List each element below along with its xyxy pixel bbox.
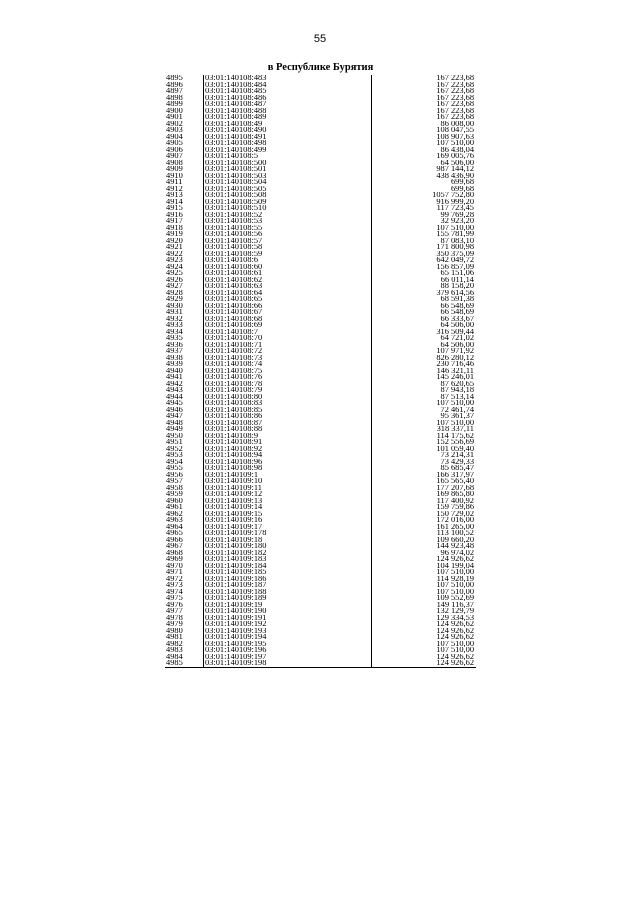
cadastral-number-cell: 03:01:140109:195	[204, 641, 372, 648]
cadastral-number-cell: 03:01:140108:484	[204, 82, 372, 89]
cadastral-value-cell: 124 926,62	[372, 634, 477, 641]
cadastral-number-cell: 03:01:140108:486	[204, 95, 372, 102]
cadastral-value-cell: 132 129,79	[372, 608, 477, 615]
cadastral-number-cell: 03:01:140108:59	[204, 251, 372, 258]
cadastral-value-cell: 146 321,11	[372, 368, 477, 375]
row-number-cell: 4945	[166, 400, 183, 407]
cadastral-value-cell: 167 223,68	[372, 114, 477, 121]
row-number-cell: 4931	[166, 309, 183, 316]
cadastral-number-cell: 03:01:140109:194	[204, 634, 372, 641]
row-number-cell: 4952	[166, 445, 183, 452]
cadastral-number-cell: 03:01:140108:483	[204, 75, 372, 82]
cadastral-number-cell: 03:01:140108:80	[204, 394, 372, 401]
cadastral-number-cell: 03:01:140109:188	[204, 589, 372, 596]
cadastral-number-cell: 03:01:140109:182	[204, 550, 372, 557]
cadastral-number-cell: 03:01:140109:178	[204, 530, 372, 537]
cadastral-value-cell: 438 436,90	[372, 173, 477, 180]
cadastral-value-cell: 149 116,37	[372, 602, 477, 609]
cadastral-value-cell: 108 907,63	[372, 134, 477, 141]
cadastral-value-cell: 87 513,14	[372, 394, 477, 401]
row-number-cell: 4932	[166, 315, 183, 322]
cadastral-value-cell: 107 510,00	[372, 140, 477, 147]
cadastral-number-cell: 03:01:140108:6	[204, 257, 372, 264]
cadastral-number-cell: 03:01:140108:96	[204, 459, 372, 466]
cadastral-value-cell: 73 214,31	[372, 452, 477, 459]
cadastral-value-cell: 87 083,10	[372, 238, 477, 245]
table-row	[165, 660, 476, 667]
cadastral-value-cell: 144 923,48	[372, 543, 477, 550]
row-number-cell: 4949	[166, 426, 183, 433]
cadastral-value-cell: 65 151,06	[372, 270, 477, 277]
row-number-cell: 4956	[166, 471, 183, 478]
table-body	[165, 75, 476, 667]
cadastral-number-cell: 03:01:140108:91	[204, 439, 372, 446]
cadastral-value-table	[165, 75, 476, 668]
cadastral-number-cell: 03:01:140109:16	[204, 517, 372, 524]
cadastral-number-cell: 03:01:140108:503	[204, 173, 372, 180]
cadastral-value-cell: 124 926,62	[372, 660, 477, 667]
cadastral-number-cell: 03:01:140108:73	[204, 355, 372, 362]
cadastral-value-cell: 117 723,45	[372, 205, 477, 212]
row-number-cell: 4905	[166, 140, 183, 147]
row-number-cell: 4978	[166, 614, 183, 621]
row-number-cell: 4953	[166, 452, 183, 459]
cadastral-value-cell: 95 361,37	[372, 413, 477, 420]
row-number-cell: 4917	[166, 218, 183, 225]
cadastral-value-cell: 318 337,11	[372, 426, 477, 433]
table-caption: в Республике Бурятия	[267, 62, 374, 73]
cadastral-number-cell: 03:01:140109:17	[204, 524, 372, 531]
cadastral-value-cell: 916 999,20	[372, 199, 477, 206]
row-number-cell: 4939	[166, 361, 183, 368]
row-number-cell: 4979	[166, 621, 183, 628]
row-number-cell: 4943	[166, 387, 183, 394]
cadastral-number-cell: 03:01:140109:192	[204, 621, 372, 628]
cadastral-number-cell: 03:01:140108:488	[204, 108, 372, 115]
cadastral-number-cell: 03:01:140108:52	[204, 212, 372, 219]
row-number-cell: 4912	[166, 185, 183, 192]
cadastral-value-cell: 87 943,18	[372, 387, 477, 394]
cadastral-value-cell: 230 716,46	[372, 361, 477, 368]
cadastral-number-cell: 03:01:140109:15	[204, 511, 372, 518]
cadastral-number-cell: 03:01:140109:189	[204, 595, 372, 602]
cadastral-value-cell: 124 926,62	[372, 628, 477, 635]
cadastral-value-cell: 66 333,67	[372, 316, 477, 323]
cadastral-number-cell: 03:01:140108:75	[204, 368, 372, 375]
cadastral-value-cell: 1057 752,80	[372, 192, 477, 199]
cadastral-value-cell: 107 971,92	[372, 348, 477, 355]
row-number-cell: 4926	[166, 276, 183, 283]
cadastral-value-cell: 826 280,12	[372, 355, 477, 362]
row-number-cell: 4960	[166, 497, 183, 504]
cadastral-value-cell: 96 974,02	[372, 550, 477, 557]
cadastral-value-cell: 161 265,00	[372, 524, 477, 531]
row-number-cell: 4903	[166, 127, 183, 134]
cadastral-number-cell: 03:01:140108:70	[204, 335, 372, 342]
cadastral-value-cell: 108 047,55	[372, 127, 477, 134]
cadastral-value-cell: 379 614,56	[372, 290, 477, 297]
row-number-cell: 4920	[166, 237, 183, 244]
row-number-cell: 4950	[166, 432, 183, 439]
row-number-cell: 4906	[166, 146, 183, 153]
row-number-cell: 4959	[166, 491, 183, 498]
cadastral-number-cell: 03:01:140108:498	[204, 140, 372, 147]
cadastral-number-cell: 03:01:140109:185	[204, 569, 372, 576]
cadastral-number-cell: 03:01:140109:10	[204, 478, 372, 485]
cadastral-value-cell: 64 506,00	[372, 322, 477, 329]
row-number-cell: 4915	[166, 205, 183, 212]
row-number-cell: 4911	[166, 179, 183, 186]
cadastral-number-cell: 03:01:140109:187	[204, 582, 372, 589]
cadastral-value-cell: 156 857,09	[372, 264, 477, 271]
row-number-cell: 4914	[166, 198, 183, 205]
cadastral-number-cell: 03:01:140108:508	[204, 192, 372, 199]
cadastral-number-cell: 03:01:140108:491	[204, 134, 372, 141]
row-number-cell: 4916	[166, 211, 183, 218]
cadastral-value-cell: 107 510,00	[372, 569, 477, 576]
cadastral-number-cell: 03:01:140108:485	[204, 88, 372, 95]
row-number-cell: 4937	[166, 348, 183, 355]
row-number-cell: 4913	[166, 192, 183, 199]
cadastral-number-cell: 03:01:140108:64	[204, 290, 372, 297]
cadastral-value-cell: 177 207,68	[372, 485, 477, 492]
cadastral-number-cell: 03:01:140109:18	[204, 537, 372, 544]
cadastral-number-cell: 03:01:140109:198	[204, 660, 372, 667]
cadastral-value-cell: 129 334,53	[372, 615, 477, 622]
cadastral-number-cell: 03:01:140108:57	[204, 238, 372, 245]
row-number-cell: 4928	[166, 289, 183, 296]
cadastral-value-cell: 145 246,01	[372, 374, 477, 381]
cadastral-value-cell: 169 005,76	[372, 153, 477, 160]
row-number-cell: 4983	[166, 647, 183, 654]
row-number-cell: 4919	[166, 231, 183, 238]
cadastral-number-cell: 03:01:140109:186	[204, 576, 372, 583]
cadastral-value-cell: 167 223,68	[372, 75, 477, 82]
row-number-cell: 4897	[166, 88, 183, 95]
page-number: 55	[313, 33, 327, 45]
row-number-cell: 4942	[166, 380, 183, 387]
cadastral-number-cell: 03:01:140108:53	[204, 218, 372, 225]
cadastral-value-cell: 32 923,20	[372, 218, 477, 225]
cadastral-value-cell: 64 721,02	[372, 335, 477, 342]
row-number-cell: 4977	[166, 608, 183, 615]
cadastral-number-cell: 03:01:140108:49	[204, 121, 372, 128]
cadastral-number-cell: 03:01:140108:74	[204, 361, 372, 368]
cadastral-value-cell: 109 552,69	[372, 595, 477, 602]
cadastral-value-cell: 64 506,00	[372, 160, 477, 167]
cadastral-number-cell: 03:01:140108:86	[204, 413, 372, 420]
cadastral-number-cell: 03:01:140109:193	[204, 628, 372, 635]
row-number-cell: 4929	[166, 296, 183, 303]
cadastral-number-cell: 03:01:140109:19	[204, 602, 372, 609]
row-number-cell: 4934	[166, 328, 183, 335]
row-number-cell: 4933	[166, 322, 183, 329]
cadastral-value-cell: 124 926,62	[372, 654, 477, 661]
cadastral-value-cell: 72 461,74	[372, 407, 477, 414]
cadastral-value-cell: 87 620,65	[372, 381, 477, 388]
row-number-cell: 4947	[166, 413, 183, 420]
row-number-cell: 4968	[166, 549, 183, 556]
cadastral-number-cell: 03:01:140108:65	[204, 296, 372, 303]
cadastral-value-cell: 107 510,00	[372, 420, 477, 427]
row-number-cell: 4927	[166, 283, 183, 290]
cadastral-number-cell: 03:01:140108:510	[204, 205, 372, 212]
cadastral-value-cell: 68 591,38	[372, 296, 477, 303]
row-number-cell: 4944	[166, 393, 183, 400]
cadastral-value-cell: 169 865,80	[372, 491, 477, 498]
cadastral-value-cell: 114 175,62	[372, 433, 477, 440]
cadastral-value-cell: 699,68	[372, 186, 477, 193]
cadastral-number-cell: 03:01:140108:88	[204, 426, 372, 433]
cadastral-number-cell: 03:01:140108:504	[204, 179, 372, 186]
row-number-cell: 4895	[166, 75, 183, 82]
row-number-cell: 4940	[166, 367, 183, 374]
cadastral-value-cell: 107 510,00	[372, 589, 477, 596]
cadastral-number-cell: 03:01:140108:62	[204, 277, 372, 284]
cadastral-number-cell: 03:01:140109:14	[204, 504, 372, 511]
cadastral-value-cell: 316 509,44	[372, 329, 477, 336]
cadastral-value-cell: 99 769,28	[372, 212, 477, 219]
cadastral-number-cell: 03:01:140109:196	[204, 647, 372, 654]
cadastral-value-cell: 167 223,68	[372, 108, 477, 115]
cadastral-value-cell: 167 223,68	[372, 95, 477, 102]
cadastral-value-cell: 171 800,98	[372, 244, 477, 251]
cadastral-value-cell: 114 928,19	[372, 576, 477, 583]
row-number-cell: 4962	[166, 510, 183, 517]
cadastral-value-cell: 66 548,69	[372, 309, 477, 316]
cadastral-value-cell: 107 510,00	[372, 225, 477, 232]
row-number-cell: 4967	[166, 543, 183, 550]
row-number-cell: 4954	[166, 458, 183, 465]
cadastral-number-cell: 03:01:140108:63	[204, 283, 372, 290]
cadastral-value-cell: 166 317,97	[372, 472, 477, 479]
row-number-cell: 4908	[166, 159, 183, 166]
cadastral-value-cell: 642 049,72	[372, 257, 477, 264]
cadastral-value-cell: 109 660,20	[372, 537, 477, 544]
row-number-cell: 4948	[166, 419, 183, 426]
cadastral-number-cell: 03:01:140109:190	[204, 608, 372, 615]
row-number-cell: 4907	[166, 153, 183, 160]
row-number-cell: 4973	[166, 582, 183, 589]
cadastral-value-cell: 152 556,69	[372, 439, 477, 446]
row-number-cell: 4909	[166, 166, 183, 173]
cadastral-value-cell: 85 685,47	[372, 465, 477, 472]
row-number-cell: 4902	[166, 120, 183, 127]
cadastral-value-cell: 699,68	[372, 179, 477, 186]
row-number-cell: 4936	[166, 341, 183, 348]
row-number-cell: 4972	[166, 575, 183, 582]
row-number-cell: 4985	[165, 660, 204, 667]
row-number-cell: 4970	[166, 562, 183, 569]
cadastral-number-cell: 03:01:140108:501	[204, 166, 372, 173]
cadastral-value-cell: 117 400,92	[372, 498, 477, 505]
cadastral-number-cell: 03:01:140108:78	[204, 381, 372, 388]
cadastral-value-cell: 124 926,62	[372, 556, 477, 563]
cadastral-number-cell: 03:01:140109:197	[204, 654, 372, 661]
row-number-cell: 4964	[166, 523, 183, 530]
cadastral-number-cell: 03:01:140108:66	[204, 303, 372, 310]
row-number-cell: 4982	[166, 640, 183, 647]
cadastral-number-cell: 03:01:140108:83	[204, 400, 372, 407]
row-number-cell: 4899	[166, 101, 183, 108]
cadastral-value-cell: 350 375,09	[372, 251, 477, 258]
cadastral-number-cell: 03:01:140108:490	[204, 127, 372, 134]
cadastral-value-cell: 66 548,69	[372, 303, 477, 310]
cadastral-number-cell: 03:01:140108:505	[204, 186, 372, 193]
cadastral-value-cell: 101 059,40	[372, 446, 477, 453]
row-number-cell: 4984	[166, 653, 183, 660]
cadastral-number-cell: 03:01:140108:92	[204, 446, 372, 453]
row-number-cell: 4923	[166, 257, 183, 264]
cadastral-value-cell: 113 100,52	[372, 530, 477, 537]
cadastral-value-cell: 107 510,00	[372, 582, 477, 589]
cadastral-number-cell: 03:01:140108:500	[204, 160, 372, 167]
row-number-cell: 4938	[166, 354, 183, 361]
cadastral-value-cell: 172 016,00	[372, 517, 477, 524]
cadastral-number-cell: 03:01:140108:72	[204, 348, 372, 355]
cadastral-value-cell: 167 223,68	[372, 88, 477, 95]
cadastral-number-cell: 03:01:140108:87	[204, 420, 372, 427]
cadastral-number-cell: 03:01:140108:58	[204, 244, 372, 251]
cadastral-value-cell: 150 729,02	[372, 511, 477, 518]
row-number-cell: 4957	[166, 478, 183, 485]
cadastral-number-cell: 03:01:140108:67	[204, 309, 372, 316]
cadastral-value-cell: 66 011,14	[372, 277, 477, 284]
row-number-cell: 4969	[166, 556, 183, 563]
cadastral-value-cell: 155 781,99	[372, 231, 477, 238]
cadastral-value-cell: 88 158,20	[372, 283, 477, 290]
cadastral-value-cell: 104 199,04	[372, 563, 477, 570]
row-number-cell: 4924	[166, 263, 183, 270]
cadastral-number-cell: 03:01:140108:7	[204, 329, 372, 336]
row-number-cell: 4922	[166, 250, 183, 257]
cadastral-number-cell: 03:01:140109:183	[204, 556, 372, 563]
row-number-cell: 4930	[166, 302, 183, 309]
row-number-cell: 4935	[166, 335, 183, 342]
cadastral-number-cell: 03:01:140108:56	[204, 231, 372, 238]
row-number-cell: 4941	[166, 374, 183, 381]
cadastral-number-cell: 03:01:140108:68	[204, 316, 372, 323]
cadastral-value-cell: 124 926,62	[372, 621, 477, 628]
cadastral-number-cell: 03:01:140108:61	[204, 270, 372, 277]
row-number-cell: 4958	[166, 484, 183, 491]
cadastral-value-cell: 107 510,00	[372, 647, 477, 654]
cadastral-value-cell: 107 510,00	[372, 400, 477, 407]
cadastral-value-cell: 165 565,40	[372, 478, 477, 485]
row-number-cell: 4904	[166, 133, 183, 140]
row-number-cell: 4921	[166, 244, 183, 251]
row-number-cell: 4981	[166, 634, 183, 641]
cadastral-number-cell: 03:01:140109:180	[204, 543, 372, 550]
row-number-cell: 4901	[166, 114, 183, 121]
cadastral-value-cell: 73 429,33	[372, 459, 477, 466]
cadastral-number-cell: 03:01:140109:1	[204, 472, 372, 479]
cadastral-number-cell: 03:01:140108:98	[204, 465, 372, 472]
cadastral-value-cell: 167 223,68	[372, 82, 477, 89]
cadastral-value-cell: 987 144,12	[372, 166, 477, 173]
row-number-cell: 4965	[166, 530, 183, 537]
row-number-cell: 4951	[166, 439, 183, 446]
cadastral-number-cell: 03:01:140108:76	[204, 374, 372, 381]
cadastral-number-cell: 03:01:140108:71	[204, 342, 372, 349]
cadastral-number-cell: 03:01:140108:509	[204, 199, 372, 206]
row-number-cell: 4961	[166, 504, 183, 511]
cadastral-number-cell: 03:01:140108:487	[204, 101, 372, 108]
cadastral-value-cell: 159 759,86	[372, 504, 477, 511]
row-number-cell: 4963	[166, 517, 183, 524]
cadastral-value-cell: 167 223,68	[372, 101, 477, 108]
row-number-cell: 4966	[166, 536, 183, 543]
row-number-cell: 4918	[166, 224, 183, 231]
cadastral-number-cell: 03:01:140108:69	[204, 322, 372, 329]
row-number-cell: 4980	[166, 627, 183, 634]
row-number-cell: 4900	[166, 107, 183, 114]
cadastral-number-cell: 03:01:140109:184	[204, 563, 372, 570]
row-number-cell: 4898	[166, 94, 183, 101]
cadastral-number-cell: 03:01:140108:489	[204, 114, 372, 121]
row-number-cell: 4910	[166, 172, 183, 179]
row-number-cell: 4974	[166, 588, 183, 595]
cadastral-number-cell: 03:01:140108:5	[204, 153, 372, 160]
cadastral-number-cell: 03:01:140108:499	[204, 147, 372, 154]
row-number-cell: 4896	[166, 81, 183, 88]
cadastral-number-cell: 03:01:140108:55	[204, 225, 372, 232]
cadastral-value-cell: 107 510,00	[372, 641, 477, 648]
cadastral-number-cell: 03:01:140109:13	[204, 498, 372, 505]
cadastral-number-cell: 03:01:140109:11	[204, 485, 372, 492]
cadastral-value-cell: 86 438,04	[372, 147, 477, 154]
cadastral-number-cell: 03:01:140108:85	[204, 407, 372, 414]
row-number-cell: 4975	[166, 595, 183, 602]
cadastral-value-cell: 86 008,00	[372, 121, 477, 128]
row-number-cell: 4955	[166, 465, 183, 472]
cadastral-number-cell: 03:01:140109:12	[204, 491, 372, 498]
cadastral-number-cell: 03:01:140108:79	[204, 387, 372, 394]
row-number-cell: 4971	[166, 569, 183, 576]
cadastral-number-cell: 03:01:140109:191	[204, 615, 372, 622]
cadastral-value-cell: 64 506,00	[372, 342, 477, 349]
cadastral-number-cell: 03:01:140108:60	[204, 264, 372, 271]
row-number-cell: 4946	[166, 406, 183, 413]
cadastral-number-cell: 03:01:140108:94	[204, 452, 372, 459]
row-number-cell: 4976	[166, 601, 183, 608]
row-number-cell: 4925	[166, 270, 183, 277]
cadastral-number-cell: 03:01:140108:9	[204, 433, 372, 440]
